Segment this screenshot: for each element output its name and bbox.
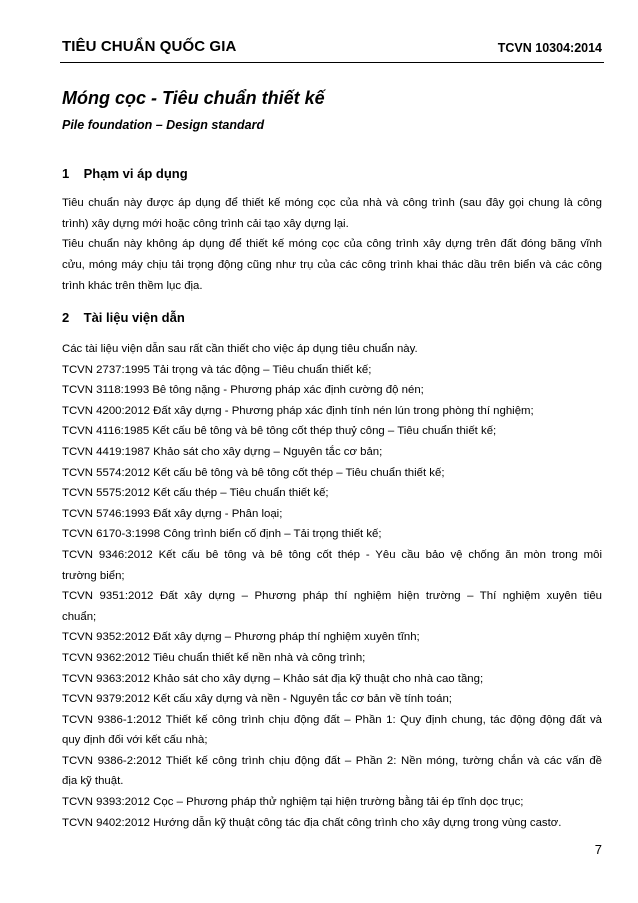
reference-item: TCVN 9346:2012 Kết cấu bê tông và bê tông cốt thép - Yêu cầu bảo vệ chống ăn mòn trong môi [62, 548, 602, 561]
reference-item: TCVN 4116:1985 Kết cấu bê tông và bê tông cốt thép thuỷ công – Tiêu chuẩn thiết kế; [62, 425, 497, 438]
paragraph-line: Tiêu chuẩn này được áp dụng để thiết kế móng cọc của nhà và công trình (sau đây gọi chung là công [62, 197, 602, 209]
reference-item: TCVN 9379:2012 Kết cấu xây dựng và nền - Nguyên tắc cơ bản về tính toán; [62, 693, 452, 706]
paragraph-line: trình khác trên thềm lục địa. [62, 279, 203, 292]
reference-item: TCVN 4419:1987 Khảo sát cho xây dựng – Nguyên tắc cơ bản; [62, 445, 383, 458]
reference-intro: Các tài liệu viện dẫn sau rất cần thiết cho việc áp dụng tiêu chuẩn này. [62, 343, 418, 355]
reference-item-continuation: trường biển; [62, 569, 125, 582]
document-title: Móng cọc - Tiêu chuẩn thiết kế [62, 88, 325, 108]
reference-item: TCVN 9352:2012 Đất xây dựng – Phương pháp thí nghiệm xuyên tĩnh; [62, 631, 420, 644]
page-header [60, 38, 604, 63]
references-list [62, 339, 602, 833]
section-1-body [62, 193, 602, 297]
reference-item: TCVN 9363:2012 Khảo sát cho xây dựng – Khảo sát địa kỹ thuật cho nhà cao tầng; [62, 672, 484, 685]
reference-item: TCVN 9351:2012 Đất xây dựng – Phương pháp thí nghiệm hiện trường – Thí nghiệm xuyên tiêu [62, 590, 602, 603]
paragraph-line: trình) xây dựng mới hoặc công trình cải tạo xây dựng lại. [62, 217, 349, 230]
section-2-heading [62, 310, 185, 325]
reference-item-continuation: chuẩn; [62, 610, 97, 623]
reference-item-continuation: quy định đối với kết cấu nhà; [62, 734, 208, 747]
reference-item: TCVN 5574:2012 Kết cấu bê tông và bê tông cốt thép – Tiêu chuẩn thiết kế; [62, 466, 445, 479]
reference-item: TCVN 4200:2012 Đất xây dựng - Phương pháp xác định tính nén lún trong phòng thí nghiệm; [62, 404, 534, 417]
paragraph-line: Tiêu chuẩn này không áp dụng để thiết kế móng cọc của công trình xây dựng trên đất đóng băng vĩnh [62, 238, 602, 251]
section-1-heading [62, 166, 188, 181]
standard-label: TIÊU CHUẨN QUỐC GIA [62, 38, 237, 55]
section-number: 2 [62, 310, 70, 325]
paragraph-line: cửu, móng máy chịu tải trọng động cũng như trụ của các công trình khai thác dầu trên biển và các công [62, 259, 602, 272]
reference-item: TCVN 9386-2:2012 Thiết kế công trình chịu động đất – Phần 2: Nền móng, tường chắn và các vấn đề [62, 754, 602, 767]
reference-item: TCVN 5746:1993 Đất xây dựng - Phân loại; [62, 507, 283, 520]
reference-item: TCVN 9402:2012 Hướng dẫn kỹ thuật công tác địa chất công trình cho xây dựng trong vùng castơ. [62, 816, 562, 829]
reference-item: TCVN 9386-1:2012 Thiết kế công trình chịu động đất – Phần 1: Quy định chung, tác động động đất và [62, 713, 602, 726]
reference-item: TCVN 6170-3:1998 Công trình biển cố định – Tải trọng thiết kế; [62, 528, 382, 541]
reference-item-continuation: địa kỹ thuật. [62, 775, 124, 788]
reference-item: TCVN 5575:2012 Kết cấu thép – Tiêu chuẩn thiết kế; [62, 487, 329, 500]
standard-code: TCVN 10304:2014 [497, 41, 602, 55]
reference-item: TCVN 2737:1995 Tải trọng và tác động – Tiêu chuẩn thiết kế; [62, 363, 372, 376]
page-number: 7 [594, 842, 602, 857]
section-title: Tài liệu viện dẫn [83, 310, 185, 325]
reference-item: TCVN 9362:2012 Tiêu chuẩn thiết kế nền nhà và công trình; [62, 651, 366, 664]
section-number: 1 [62, 166, 70, 181]
reference-item: TCVN 9393:2012 Cọc – Phương pháp thử nghiệm tại hiện trường bằng tải ép tĩnh dọc trục; [62, 796, 524, 809]
section-title: Phạm vi áp dụng [83, 166, 188, 181]
reference-item: TCVN 3118:1993 Bê tông nặng - Phương pháp xác định cường độ nén; [62, 384, 424, 397]
document-subtitle: Pile foundation – Design standard [62, 118, 265, 132]
